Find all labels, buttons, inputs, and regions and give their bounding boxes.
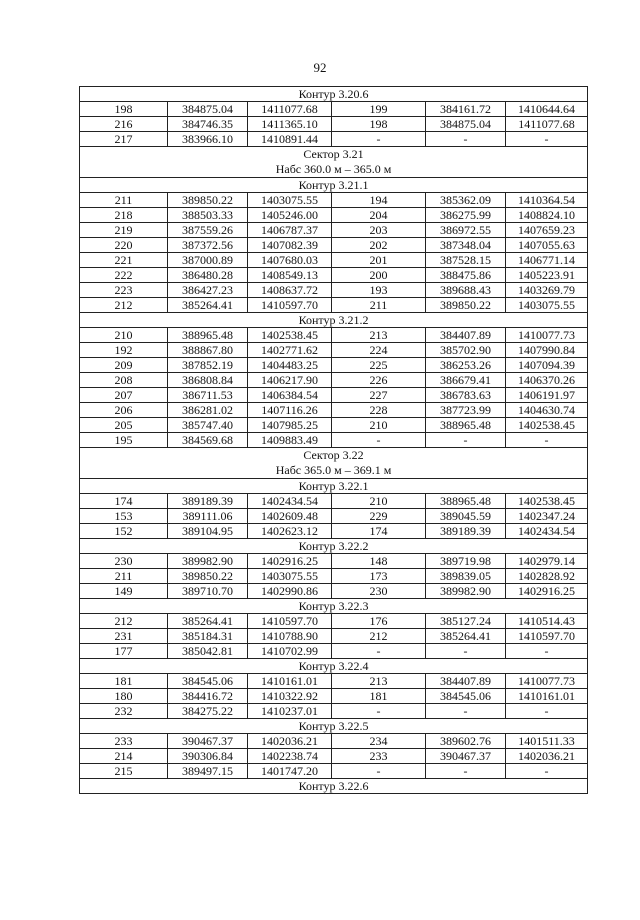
cell-point-number: - <box>332 132 426 147</box>
cell-point-number: 148 <box>332 554 426 569</box>
cell-x-coordinate: 385127.24 <box>426 614 506 629</box>
cell-point-number: 222 <box>80 268 168 283</box>
cell-y-coordinate: 1403075.55 <box>248 193 332 208</box>
cell-point-number: 217 <box>80 132 168 147</box>
cell-x-coordinate: 385264.41 <box>168 614 248 629</box>
table-row <box>80 644 588 659</box>
cell-point-number: 207 <box>80 388 168 403</box>
cell-y-coordinate: 1410644.64 <box>506 102 588 117</box>
cell-point-number: 212 <box>80 614 168 629</box>
table-row <box>80 614 588 629</box>
cell-y-coordinate: 1410364.54 <box>506 193 588 208</box>
contour-header <box>80 539 588 554</box>
table-row <box>80 268 588 283</box>
table-row <box>80 117 588 132</box>
cell-y-coordinate: 1406384.54 <box>248 388 332 403</box>
cell-y-coordinate: 1410788.90 <box>248 629 332 644</box>
table-row <box>80 283 588 298</box>
cell-point-number: - <box>332 644 426 659</box>
cell-y-coordinate: 1403075.55 <box>506 298 588 313</box>
contour-title: Контур 3.22.1 <box>298 479 369 493</box>
cell-x-coordinate: 389839.05 <box>426 569 506 584</box>
cell-y-coordinate: 1407094.39 <box>506 358 588 373</box>
cell-x-coordinate: - <box>426 644 506 659</box>
cell-point-number: 203 <box>332 223 426 238</box>
cell-x-coordinate: 385747.40 <box>168 418 248 433</box>
sector-height-range: Набс 360.0 м – 365.0 м <box>275 162 392 176</box>
cell-point-number: 177 <box>80 644 168 659</box>
cell-x-coordinate: 388965.48 <box>426 418 506 433</box>
cell-y-coordinate: - <box>506 132 588 147</box>
cell-x-coordinate: 384545.06 <box>426 689 506 704</box>
cell-point-number: 233 <box>332 749 426 764</box>
cell-y-coordinate: 1406370.26 <box>506 373 588 388</box>
cell-x-coordinate: 384407.89 <box>426 674 506 689</box>
cell-y-coordinate: 1410702.99 <box>248 644 332 659</box>
cell-point-number: 225 <box>332 358 426 373</box>
cell-point-number: 224 <box>332 343 426 358</box>
coordinates-table <box>79 86 588 794</box>
cell-point-number: 180 <box>80 689 168 704</box>
contour-header <box>80 779 588 794</box>
table-row <box>80 418 588 433</box>
cell-point-number: 228 <box>332 403 426 418</box>
cell-x-coordinate: - <box>426 132 506 147</box>
contour-title: Контур 3.21.2 <box>298 313 369 327</box>
cell-y-coordinate: 1411365.10 <box>248 117 332 132</box>
cell-point-number: 211 <box>80 569 168 584</box>
cell-x-coordinate: 384569.68 <box>168 433 248 448</box>
cell-x-coordinate: 386281.02 <box>168 403 248 418</box>
cell-point-number: 208 <box>80 373 168 388</box>
table-row <box>80 298 588 313</box>
table-row <box>80 403 588 418</box>
cell-x-coordinate: 387723.99 <box>426 403 506 418</box>
cell-y-coordinate: 1410077.73 <box>506 674 588 689</box>
cell-x-coordinate: 389111.06 <box>168 509 248 524</box>
table-row <box>80 208 588 223</box>
cell-point-number: 227 <box>332 388 426 403</box>
table-row <box>80 223 588 238</box>
table-row <box>80 524 588 539</box>
contour-header <box>80 178 588 193</box>
cell-point-number: - <box>332 433 426 448</box>
cell-x-coordinate: 389104.95 <box>168 524 248 539</box>
table-row <box>80 373 588 388</box>
cell-point-number: 192 <box>80 343 168 358</box>
contour-header-row <box>80 659 588 674</box>
page-number: 92 <box>313 60 327 75</box>
table-row <box>80 328 588 343</box>
cell-x-coordinate: 385264.41 <box>168 298 248 313</box>
cell-point-number: 205 <box>80 418 168 433</box>
cell-x-coordinate: 389850.22 <box>168 569 248 584</box>
sector-header-row <box>80 147 588 178</box>
cell-x-coordinate: 388965.48 <box>168 328 248 343</box>
cell-x-coordinate: 389982.90 <box>426 584 506 599</box>
cell-y-coordinate: 1402434.54 <box>248 494 332 509</box>
cell-point-number: 215 <box>80 764 168 779</box>
cell-y-coordinate: 1410597.70 <box>248 298 332 313</box>
cell-y-coordinate: 1411077.68 <box>506 117 588 132</box>
contour-title: Контур 3.22.2 <box>298 539 369 553</box>
cell-y-coordinate: 1410891.44 <box>248 132 332 147</box>
cell-x-coordinate: 384275.22 <box>168 704 248 719</box>
table-row <box>80 494 588 509</box>
contour-header-row <box>80 87 588 102</box>
cell-point-number: 234 <box>332 734 426 749</box>
contour-header <box>80 659 588 674</box>
cell-x-coordinate: 389850.22 <box>168 193 248 208</box>
cell-x-coordinate: 389710.70 <box>168 584 248 599</box>
cell-x-coordinate: 385362.09 <box>426 193 506 208</box>
cell-x-coordinate: 389982.90 <box>168 554 248 569</box>
table-row <box>80 689 588 704</box>
cell-x-coordinate: 384875.04 <box>426 117 506 132</box>
cell-point-number: 199 <box>332 102 426 117</box>
contour-header <box>80 719 588 734</box>
cell-x-coordinate: 384746.35 <box>168 117 248 132</box>
contour-header <box>80 313 588 328</box>
cell-x-coordinate: 385264.41 <box>426 629 506 644</box>
cell-y-coordinate: 1402979.14 <box>506 554 588 569</box>
cell-point-number: 212 <box>80 298 168 313</box>
cell-point-number: 176 <box>332 614 426 629</box>
sector-header-row <box>80 448 588 479</box>
cell-x-coordinate: 386679.41 <box>426 373 506 388</box>
cell-y-coordinate: 1407659.23 <box>506 223 588 238</box>
cell-point-number: 223 <box>80 283 168 298</box>
cell-y-coordinate: 1408824.10 <box>506 208 588 223</box>
cell-x-coordinate: 383966.10 <box>168 132 248 147</box>
cell-point-number: 212 <box>332 629 426 644</box>
cell-x-coordinate: - <box>426 704 506 719</box>
table-row <box>80 132 588 147</box>
cell-y-coordinate: 1402538.45 <box>506 494 588 509</box>
cell-point-number: 195 <box>80 433 168 448</box>
cell-x-coordinate: - <box>426 433 506 448</box>
cell-point-number: 194 <box>332 193 426 208</box>
cell-y-coordinate: 1410597.70 <box>506 629 588 644</box>
sector-header <box>80 448 588 479</box>
contour-header-row <box>80 479 588 494</box>
cell-y-coordinate: 1402771.62 <box>248 343 332 358</box>
cell-y-coordinate: 1407985.25 <box>248 418 332 433</box>
cell-y-coordinate: 1410322.92 <box>248 689 332 704</box>
table-row <box>80 388 588 403</box>
cell-y-coordinate: 1406771.14 <box>506 253 588 268</box>
sector-title: Сектор 3.22 <box>303 448 364 462</box>
table-row <box>80 734 588 749</box>
table-row <box>80 509 588 524</box>
cell-x-coordinate: 390306.84 <box>168 749 248 764</box>
contour-header-row <box>80 719 588 734</box>
table-row <box>80 764 588 779</box>
coordinates-table-body <box>80 87 588 794</box>
cell-x-coordinate: 387348.04 <box>426 238 506 253</box>
cell-x-coordinate: 388965.48 <box>426 494 506 509</box>
table-row <box>80 629 588 644</box>
contour-title: Контур 3.22.5 <box>298 719 369 733</box>
cell-y-coordinate: 1402916.25 <box>248 554 332 569</box>
cell-x-coordinate: 388475.86 <box>426 268 506 283</box>
table-row <box>80 674 588 689</box>
cell-y-coordinate: 1405223.91 <box>506 268 588 283</box>
cell-x-coordinate: 388867.80 <box>168 343 248 358</box>
cell-y-coordinate: 1401511.33 <box>506 734 588 749</box>
cell-point-number: 173 <box>332 569 426 584</box>
cell-y-coordinate: 1402036.21 <box>248 734 332 749</box>
cell-y-coordinate: 1402990.86 <box>248 584 332 599</box>
cell-point-number: 174 <box>80 494 168 509</box>
cell-y-coordinate: 1404630.74 <box>506 403 588 418</box>
cell-y-coordinate: - <box>506 704 588 719</box>
cell-point-number: 219 <box>80 223 168 238</box>
cell-x-coordinate: 387528.15 <box>426 253 506 268</box>
cell-y-coordinate: 1402434.54 <box>506 524 588 539</box>
cell-y-coordinate: 1402036.21 <box>506 749 588 764</box>
cell-x-coordinate: 384545.06 <box>168 674 248 689</box>
contour-header <box>80 87 588 102</box>
cell-x-coordinate: 386711.53 <box>168 388 248 403</box>
cell-point-number: 174 <box>332 524 426 539</box>
table-row <box>80 102 588 117</box>
cell-point-number: 213 <box>332 328 426 343</box>
cell-y-coordinate: 1410597.70 <box>248 614 332 629</box>
sector-height-range: Набс 365.0 м – 369.1 м <box>275 463 392 477</box>
cell-x-coordinate: 389045.59 <box>426 509 506 524</box>
cell-y-coordinate: 1402538.45 <box>506 418 588 433</box>
cell-point-number: - <box>332 704 426 719</box>
cell-y-coordinate: 1402347.24 <box>506 509 588 524</box>
cell-y-coordinate: 1409883.49 <box>248 433 332 448</box>
cell-point-number: 181 <box>80 674 168 689</box>
cell-x-coordinate: 389850.22 <box>426 298 506 313</box>
cell-y-coordinate: 1406217.90 <box>248 373 332 388</box>
cell-point-number: 210 <box>80 328 168 343</box>
cell-point-number: 198 <box>80 102 168 117</box>
table-row <box>80 238 588 253</box>
cell-y-coordinate: 1402828.92 <box>506 569 588 584</box>
table-row <box>80 554 588 569</box>
cell-point-number: 206 <box>80 403 168 418</box>
contour-header <box>80 599 588 614</box>
cell-x-coordinate: 386972.55 <box>426 223 506 238</box>
cell-x-coordinate: 387852.19 <box>168 358 248 373</box>
cell-x-coordinate: 386427.23 <box>168 283 248 298</box>
table-row <box>80 569 588 584</box>
cell-point-number: 152 <box>80 524 168 539</box>
cell-point-number: 149 <box>80 584 168 599</box>
cell-point-number: 210 <box>332 494 426 509</box>
cell-point-number: 233 <box>80 734 168 749</box>
cell-x-coordinate: 387000.89 <box>168 253 248 268</box>
table-row <box>80 584 588 599</box>
cell-x-coordinate: 384416.72 <box>168 689 248 704</box>
cell-x-coordinate: 384161.72 <box>426 102 506 117</box>
cell-point-number: 230 <box>332 584 426 599</box>
contour-header-row <box>80 178 588 193</box>
cell-y-coordinate: 1407082.39 <box>248 238 332 253</box>
cell-point-number: 181 <box>332 689 426 704</box>
table-row <box>80 253 588 268</box>
cell-point-number: 204 <box>332 208 426 223</box>
cell-x-coordinate: 384407.89 <box>426 328 506 343</box>
cell-y-coordinate: 1408637.72 <box>248 283 332 298</box>
cell-point-number: 193 <box>332 283 426 298</box>
cell-y-coordinate: 1403075.55 <box>248 569 332 584</box>
table-row <box>80 704 588 719</box>
cell-point-number: 232 <box>80 704 168 719</box>
cell-y-coordinate: 1402623.12 <box>248 524 332 539</box>
contour-header-row <box>80 599 588 614</box>
cell-x-coordinate: 389189.39 <box>426 524 506 539</box>
cell-y-coordinate: - <box>506 764 588 779</box>
table-row <box>80 193 588 208</box>
cell-y-coordinate: 1402538.45 <box>248 328 332 343</box>
cell-x-coordinate: 390467.37 <box>168 734 248 749</box>
cell-y-coordinate: 1407990.84 <box>506 343 588 358</box>
cell-y-coordinate: 1410161.01 <box>248 674 332 689</box>
cell-point-number: 198 <box>332 117 426 132</box>
cell-point-number: - <box>332 764 426 779</box>
cell-x-coordinate: 386808.84 <box>168 373 248 388</box>
cell-point-number: 231 <box>80 629 168 644</box>
cell-point-number: 229 <box>332 509 426 524</box>
cell-y-coordinate: 1407680.03 <box>248 253 332 268</box>
cell-y-coordinate: 1406787.37 <box>248 223 332 238</box>
cell-point-number: 216 <box>80 117 168 132</box>
cell-x-coordinate: 386253.26 <box>426 358 506 373</box>
cell-y-coordinate: 1402916.25 <box>506 584 588 599</box>
cell-x-coordinate: 384875.04 <box>168 102 248 117</box>
cell-point-number: 226 <box>332 373 426 388</box>
cell-point-number: 213 <box>332 674 426 689</box>
cell-y-coordinate: 1408549.13 <box>248 268 332 283</box>
cell-x-coordinate: 385042.81 <box>168 644 248 659</box>
cell-point-number: 230 <box>80 554 168 569</box>
contour-title: Контур 3.22.6 <box>298 779 369 793</box>
contour-title: Контур 3.22.3 <box>298 599 369 613</box>
cell-point-number: 153 <box>80 509 168 524</box>
cell-y-coordinate: 1406191.97 <box>506 388 588 403</box>
cell-y-coordinate: - <box>506 433 588 448</box>
cell-point-number: 220 <box>80 238 168 253</box>
cell-x-coordinate: 389719.98 <box>426 554 506 569</box>
table-row <box>80 433 588 448</box>
sector-title: Сектор 3.21 <box>303 147 364 161</box>
contour-title: Контур 3.20.6 <box>298 87 369 101</box>
cell-y-coordinate: 1401747.20 <box>248 764 332 779</box>
cell-x-coordinate: 389497.15 <box>168 764 248 779</box>
cell-y-coordinate: 1403269.79 <box>506 283 588 298</box>
cell-y-coordinate: 1410514.43 <box>506 614 588 629</box>
cell-y-coordinate: 1402238.74 <box>248 749 332 764</box>
table-row <box>80 343 588 358</box>
contour-header-row <box>80 539 588 554</box>
cell-x-coordinate: 386480.28 <box>168 268 248 283</box>
table-row <box>80 749 588 764</box>
contour-title: Контур 3.22.4 <box>298 659 369 673</box>
cell-x-coordinate: 386783.63 <box>426 388 506 403</box>
cell-y-coordinate: 1402609.48 <box>248 509 332 524</box>
contour-header <box>80 479 588 494</box>
cell-point-number: 201 <box>332 253 426 268</box>
cell-y-coordinate: 1410077.73 <box>506 328 588 343</box>
cell-point-number: 211 <box>332 298 426 313</box>
cell-point-number: 221 <box>80 253 168 268</box>
cell-y-coordinate: 1410161.01 <box>506 689 588 704</box>
cell-point-number: 211 <box>80 193 168 208</box>
cell-y-coordinate: - <box>506 644 588 659</box>
cell-x-coordinate: 390467.37 <box>426 749 506 764</box>
cell-y-coordinate: 1411077.68 <box>248 102 332 117</box>
cell-x-coordinate: 385184.31 <box>168 629 248 644</box>
cell-y-coordinate: 1410237.01 <box>248 704 332 719</box>
contour-title: Контур 3.21.1 <box>298 178 369 192</box>
cell-point-number: 209 <box>80 358 168 373</box>
cell-y-coordinate: 1407055.63 <box>506 238 588 253</box>
contour-header-row <box>80 779 588 794</box>
cell-x-coordinate: 389688.43 <box>426 283 506 298</box>
cell-x-coordinate: 387559.26 <box>168 223 248 238</box>
cell-x-coordinate: 387372.56 <box>168 238 248 253</box>
cell-x-coordinate: 388503.33 <box>168 208 248 223</box>
table-row <box>80 358 588 373</box>
sector-header <box>80 147 588 178</box>
cell-y-coordinate: 1404483.25 <box>248 358 332 373</box>
cell-point-number: 210 <box>332 418 426 433</box>
cell-x-coordinate: 386275.99 <box>426 208 506 223</box>
cell-x-coordinate: 385702.90 <box>426 343 506 358</box>
cell-x-coordinate: - <box>426 764 506 779</box>
cell-y-coordinate: 1407116.26 <box>248 403 332 418</box>
cell-point-number: 214 <box>80 749 168 764</box>
cell-y-coordinate: 1405246.00 <box>248 208 332 223</box>
cell-x-coordinate: 389189.39 <box>168 494 248 509</box>
cell-x-coordinate: 389602.76 <box>426 734 506 749</box>
contour-header-row <box>80 313 588 328</box>
cell-point-number: 200 <box>332 268 426 283</box>
cell-point-number: 202 <box>332 238 426 253</box>
cell-point-number: 218 <box>80 208 168 223</box>
